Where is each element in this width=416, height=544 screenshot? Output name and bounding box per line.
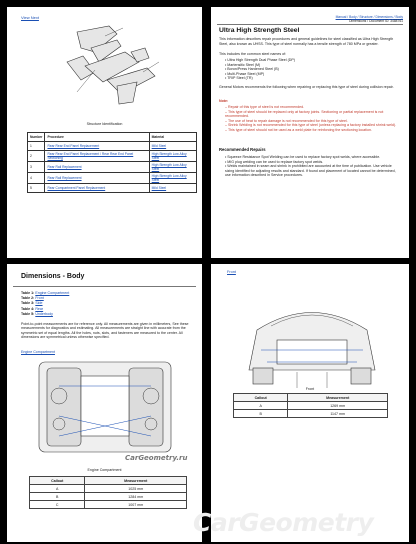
row-number: 4	[28, 173, 45, 184]
table-row	[28, 162, 197, 173]
row-procedure[interactable]: Rear Rail Replacement	[45, 173, 149, 184]
note-label: Note:	[219, 99, 229, 103]
table-row: C 1007 mm	[30, 501, 187, 509]
list-item: Table 3: Side	[21, 301, 43, 306]
list-item: – This type of steel should not be used as a weld plate for reinforcing the sectioning location.	[225, 127, 372, 132]
front-body-illustration	[237, 290, 387, 392]
table-title: Front	[305, 387, 315, 391]
list-item: Table 1: Engine Compartment	[21, 291, 70, 295]
header-number: Number	[28, 133, 45, 142]
view-next-link[interactable]: View Next	[21, 15, 39, 20]
table-link[interactable]: Side	[35, 301, 43, 306]
row-number: 2	[28, 151, 45, 162]
table-row: B 1147 mm	[234, 410, 388, 418]
intro-text: This information describes repair procedures and general guidelines for steel classified as Ultra High Strength Steel, also known as UHSS. This type of steel normally has a tensile strength of 780 MPa or greater.	[219, 37, 394, 46]
engine-compartment-link[interactable]: Engine Compartment	[21, 350, 55, 354]
page-structure-identification	[7, 7, 202, 258]
page-front	[211, 264, 409, 542]
header-material: Material	[149, 133, 196, 142]
table-header-row	[30, 477, 187, 485]
header-breadcrumb[interactable]: Manual / Body / Structure / Dimensions / Body	[335, 15, 403, 19]
structure-table	[27, 132, 197, 193]
table-row	[28, 184, 197, 193]
recommended-list	[225, 155, 397, 178]
table-row	[28, 142, 197, 151]
table-row: A 1269 mm	[234, 402, 388, 410]
header-callout: Callout	[234, 394, 288, 402]
row-procedure[interactable]: Rear Compartment Panel Replacement	[45, 184, 149, 193]
table-title: Engine Compartment	[87, 468, 122, 472]
header-procedure: Procedure	[45, 133, 149, 142]
structure-exploded-illustration	[47, 22, 167, 107]
engine-compartment-table	[29, 476, 187, 509]
document-header	[233, 15, 403, 23]
header-measurement: Measurement	[85, 477, 187, 485]
list-item: Table 2: Front	[21, 296, 44, 301]
row-procedure[interactable]: Rear Rear End Panel Replacement	[45, 142, 149, 151]
row-number: 3	[28, 162, 45, 173]
row-material[interactable]: Mild Steel	[149, 142, 196, 151]
page-uhss	[211, 7, 409, 258]
page-title: Dimensions - Body	[21, 273, 85, 280]
header-measurement: Measurement	[288, 394, 388, 402]
front-table	[233, 393, 388, 418]
general-text: General Motors recommends the following when repairing or replacing this type of steel during collision repair.	[219, 85, 394, 89]
table-link[interactable]: Engine Compartment	[35, 291, 70, 295]
list-item: • MIG plug welding can be used to replace factory spot welds.	[225, 159, 324, 164]
dimensions-text: Point-to-point measurements are for reference only. All measurements are given in millimeters, See these measurements for diagnostics and estimating. All measurements are straight line with accurate from the symmetric set of equal lengths. All the holes, nuts, slots, and fasteners are measured to the center. All dimensions are symmetrical unless otherwise specified.	[21, 322, 189, 340]
row-procedure[interactable]: Rear Rail Replacement	[45, 162, 149, 173]
table-row	[28, 151, 197, 162]
row-number: 5	[28, 184, 45, 193]
front-link[interactable]: Front	[227, 270, 236, 274]
list-item: • Ultra High Strength Dual Phase Steel (DP)	[225, 58, 295, 62]
list-item: – This type of steel should be replaced only at factory joints. Sectioning or partial replacement is not recommended.	[225, 109, 384, 119]
header-callout: Callout	[30, 477, 85, 485]
divider	[217, 24, 403, 25]
page-dimensions-body	[7, 264, 202, 542]
table-header-row	[28, 133, 197, 142]
engine-compartment-illustration	[29, 356, 181, 458]
header-document-id: Dimensions / Document ID: 3488761	[349, 19, 403, 24]
recommended-heading: Recommended Repairs	[219, 147, 266, 152]
table-row	[28, 173, 197, 184]
list-item: – Repair of this type of steel is not recommended.	[225, 105, 305, 109]
list-intro: This includes the common steel names of:	[219, 52, 287, 56]
table-link[interactable]: Rear	[35, 306, 44, 311]
table-row: A 1025 mm	[30, 485, 187, 493]
notes-list	[225, 105, 397, 133]
page-title: Ultra High Strength Steel	[219, 27, 300, 34]
table-link[interactable]: Underbody	[35, 311, 53, 316]
list-item: • TRIP Steel (TR)	[225, 76, 253, 81]
table-row: B 1284 mm	[30, 493, 187, 501]
structure-caption: Structure Identification	[86, 122, 123, 126]
list-item: • Squeeze Resistance Spot Welding can be used to replace factory spot welds, where accessible.	[225, 155, 381, 159]
list-item: Table 5: Underbody	[21, 311, 53, 316]
row-number: 1	[28, 142, 45, 151]
steel-list	[225, 58, 397, 81]
table-index	[21, 291, 69, 317]
list-item: – Shrink Welding is not recommended for this type of steel (unless replacing a factory installed shrink weld).	[225, 123, 397, 128]
list-item: – The use of heat to repair damage is not recommended for this type of steel.	[225, 118, 348, 123]
list-item: Table 4: Rear	[21, 306, 44, 311]
list-item: • Welds maintained in seam and shrink in prohibited are accounted at the time of publication. Use vehicle sizing identified for adjusting results and standard. If found and placement of located cannot be determined, use information described in Service procedures.	[225, 164, 396, 178]
brand-logo: CarGeometry	[193, 508, 374, 537]
row-material[interactable]: High Strength Low Alloy Steel	[149, 151, 196, 162]
table-header-row	[234, 394, 388, 402]
list-item: • Boron/Press Hardened Steel (B)	[225, 67, 279, 72]
list-item: • Martensitic Steel (M)	[225, 62, 261, 67]
row-material[interactable]: High Strength Low Alloy Steel	[149, 162, 196, 173]
watermark: CarGeometry.ru	[125, 454, 188, 462]
divider	[13, 286, 196, 287]
row-material[interactable]: Mild Steel	[149, 184, 196, 193]
table-link[interactable]: Front	[35, 296, 44, 301]
row-material[interactable]: High Strength Low Alloy Steel	[149, 173, 196, 184]
row-procedure[interactable]: Rear Rear End Panel Replacement / Rear Rear End Panel Sectioning	[45, 151, 149, 162]
list-item: • Multi-Phase Steel (MP)	[225, 71, 265, 76]
